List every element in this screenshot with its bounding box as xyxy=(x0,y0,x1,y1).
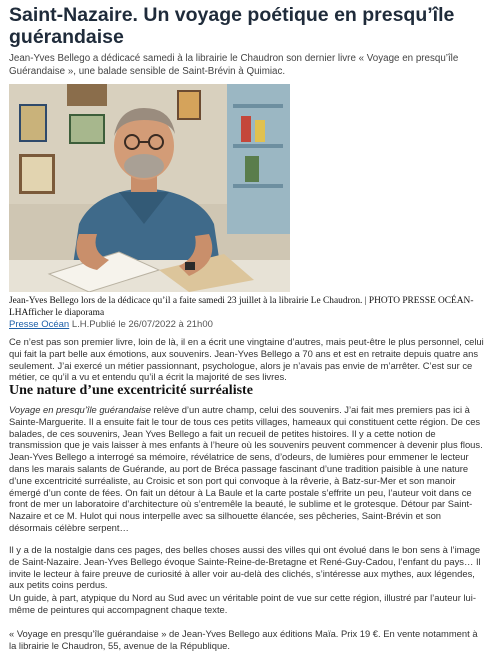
author-initials: L.H. xyxy=(71,319,90,330)
book-title: Voyage en presqu’île guérandaise xyxy=(9,404,151,415)
paragraph-3: Il y a de la nostalgie dans ces pages, des belles choses aussi des villes qui ont évolué dans le bon sens à l’image de Saint-Nazaire. Jean-Yves Bellego évoque Sainte-Reine-de-Bretagne et René-Guy-Cadou, l’enfant du pays… Il invite le lecteur à faire preuve de curiosité à aller voir au-delà des clichés, s’intéresse aux mythes, aux légendes, aux petits coins perdus. xyxy=(9,544,481,591)
publish-date: Publié le 26/07/2022 à 21h00 xyxy=(89,319,213,330)
source-link[interactable]: Presse Océan xyxy=(9,319,70,330)
paragraph-2-text: relève d’un autre champ, celui des souvenirs. J’ai fait mes premiers pas ici à Sainte-Marguerite. Il a ensuite fait le tour de tous ces petits villages, hameaux qui constituent cette région. De ces balades, de ces souvenirs, Jean Yves Bellego a fait un recueil de petites histoires. Il y a cette notion de transmission que je vais laisser à mes enfants à l’heure où les souvenirs peuvent commencer à devenir plus flous. Jean-Yves Bellego a interrogé sa mémoire, révélatrice de sens, d’odeurs, de lumières pour emmener le lecteur dans les marais salants de Guérande, au port de Bréca passage fascinant d’une tradition paisible à une nature d’une excentricité surréaliste, au Croisic et son port qui convoque à la rêverie, à Batz-sur-Mer et son manoir émergé d’un conte de fées. On fait un détour à La Baule et la carte postale s’effrite un peu, l’auteur voit dans ce front de mer un laboratoire d’architecture où s’entremêle la beauté, le sublime et le grotesque. Détour par Saint-Nazaire et ce M. Hulot qui nous interpelle avec sa silhouette élancée, ses pêcheries, Saint-Brévin et son désormais célèbre serpent… xyxy=(9,404,483,533)
byline xyxy=(9,319,213,331)
paragraph-4: Un guide, à part, atypique du Nord au Sud avec un véritable point de vue sur cette région, illustré par l’auteur lui-même de peintures qui accompagnent chaque texte. xyxy=(9,592,476,615)
paragraph-5: « Voyage en presqu’île guérandaise » de Jean-Yves Bellego aux éditions Maïa. Prix 19 €. En vente notamment à la librairie le Chaudron, 55, avenue de la République. xyxy=(9,628,478,651)
article-subhead: Une nature d’une excentricité surréaliste xyxy=(9,383,253,398)
author-photo-illustration xyxy=(9,84,290,292)
article-headline: Saint-Nazaire. Un voyage poétique en presqu’île guérandaise xyxy=(9,4,455,48)
caption-text: Jean-Yves Bellego lors de la dédicace qu’il a faite samedi 23 juillet à la librairie Le Chaudron. | PHOTO PRESSE OCÉAN-LH xyxy=(9,296,474,318)
paragraph-2 xyxy=(9,404,485,534)
photo-caption xyxy=(9,296,481,319)
article-photo[interactable] xyxy=(9,84,290,292)
article-standfirst: Jean-Yves Bellego a dédicacé samedi à la librairie le Chaudron son dernier livre « Voyage en presqu’île Guérandaise », une balade sensible de Saint-Brévin à Quimiac. xyxy=(9,53,459,77)
paragraph-1: Ce n’est pas son premier livre, loin de là, il en a écrit une vingtaine d’autres, mais peut-être le plus personnel, celui qui fait la part belle aux émotions, aux souvenirs. Jean-Yves Bellego a 70 ans et est en retraite depuis quatre ans seulement. J’ai exercé un métier passionnant, psychologue, alors je n’avais pas envie de m’arrêter. C’est sur ce métier, ce qu’il a vu et entendu qu’il a écrit la majorité de ses livres. xyxy=(9,336,484,383)
slideshow-link[interactable]: Afficher le diaporama xyxy=(21,307,105,318)
